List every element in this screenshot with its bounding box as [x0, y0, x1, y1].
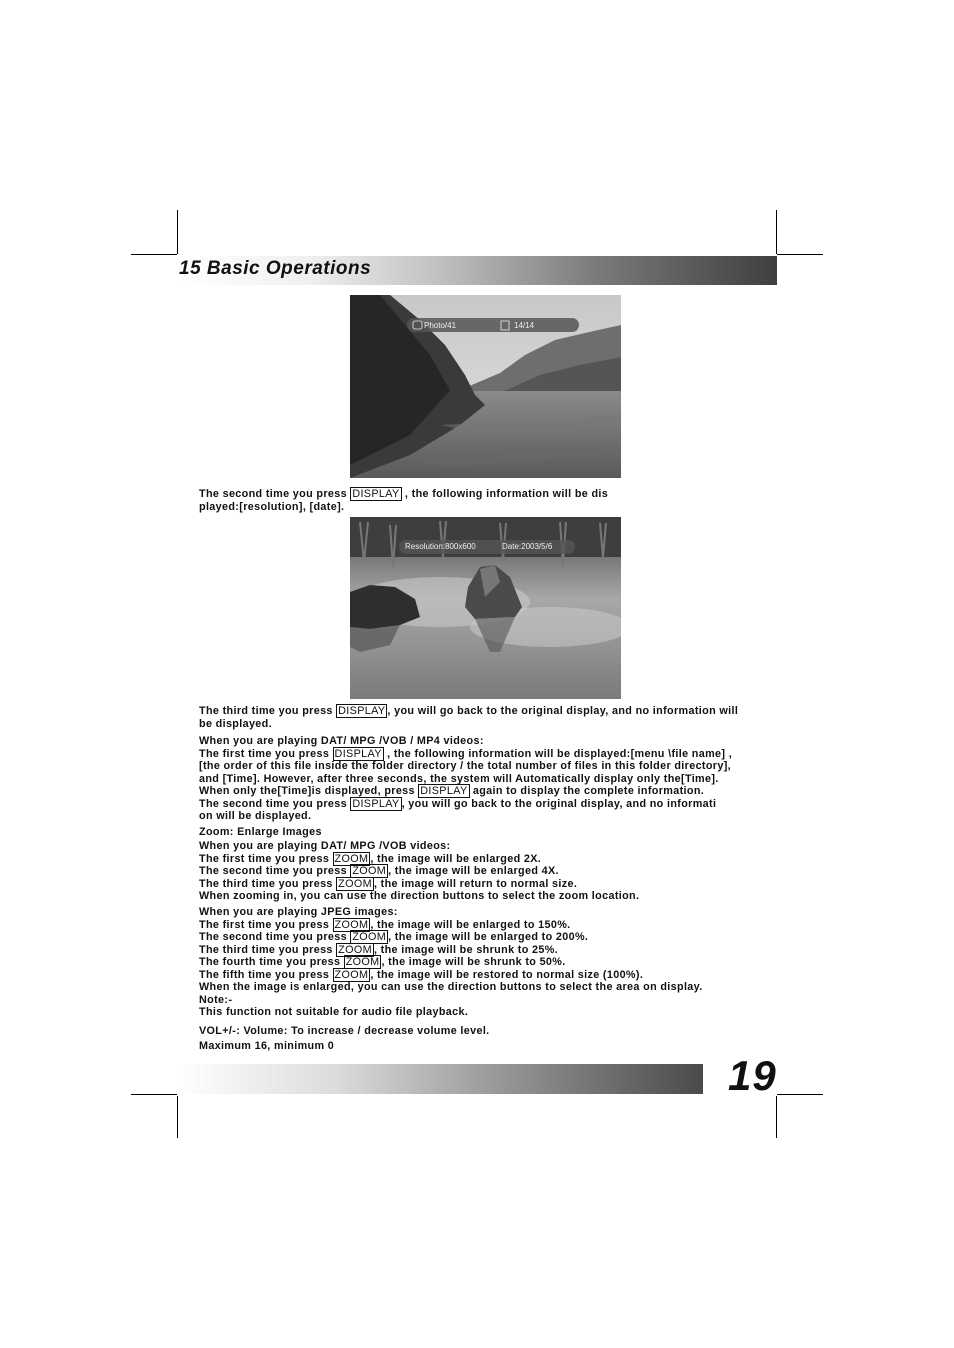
resolution-label: Resolution:800x600 — [405, 542, 476, 551]
zoom-key: ZOOM — [352, 865, 387, 877]
zoom-key: ZOOM — [352, 931, 387, 943]
display-key: DISPLAY — [352, 488, 400, 500]
crop-mark — [131, 1094, 177, 1095]
zoom-key: ZOOM — [334, 918, 369, 931]
zoom-key: ZOOM — [334, 968, 369, 981]
zoom-key: ZOOM — [334, 852, 369, 865]
date-label: Date:2003/5/6 — [502, 542, 553, 551]
section-title: 15 Basic Operations — [179, 258, 372, 279]
display-key: DISPLAY — [420, 785, 468, 797]
zoom-key: ZOOM — [345, 956, 380, 968]
zoom-key: ZOOM — [338, 877, 372, 890]
volume-section: VOL+/-: Volume: To increase / decrease volume level. Maximum 16, minimum 0 — [199, 1025, 490, 1052]
crop-mark — [777, 1094, 823, 1095]
section-header — [177, 256, 777, 285]
file-order-label: 14/14 — [514, 321, 535, 330]
crop-mark — [776, 210, 777, 254]
crop-mark — [177, 1096, 178, 1138]
zoom-key: ZOOM — [338, 943, 372, 956]
display-key: DISPLAY — [338, 705, 386, 717]
page-number: 19 — [728, 1052, 777, 1099]
display-key: DISPLAY — [334, 747, 382, 760]
crop-mark — [776, 1096, 777, 1138]
note-label: Note:- — [199, 993, 233, 1006]
zoom-jpeg-section: When you are playing JPEG images: The first time you press ZOOM , the image will be enlarged to 150%. The second time you press ZOOM , the image will be enlarged to 200%. The third time you press ZOOM , the image will be shrunk to 25%. The fourth time you press ZOOM , the image will be shrunk to 50%. The fifth time you press ZOOM , the image will be restored to normal size (100%). When the image is enlarged, you can use the direction buttons to select the area on display. Note:- This function not suitable for audio file playback. — [199, 906, 779, 1019]
river-valley-photo — [350, 295, 621, 478]
zoom-title: Zoom: Enlarge Images — [199, 826, 322, 838]
paragraph-display-second: The second time you press DISPLAY , the following information will be dis played:[resolution], [date]. — [199, 488, 609, 513]
crop-mark — [177, 210, 178, 254]
crop-mark — [131, 254, 177, 255]
photo-count-label: Photo/41 — [424, 321, 457, 330]
paragraph-display-third: The third time you press DISPLAY , you will go back to the original display, and no information will be displayed. — [199, 705, 739, 730]
lake-rocks-photo — [350, 517, 621, 699]
crop-mark — [777, 254, 823, 255]
video-display-section: When you are playing DAT/ MPG /VOB / MP4 videos: The first time you press DISPLAY , the following information will be displayed:[menu \file name] , [the order of this file inside the folder directory / the total number of files in this folder directory], and [Time]. However, after three seconds, the system will Automatically display only the[Time]. When only the[Time]is displayed, press DISPLAY again to display the complete information. The second time you press DISPLAY , you will go back to the original display, and no informati on will be displayed. — [199, 735, 733, 822]
zoom-video-section: Zoom: Enlarge Images When you are playing DAT/ MPG /VOB videos: The first time you press ZOOM , the image will be enlarged 2X. The second time you press ZOOM , the image will be enlarged 4X. The third time you press ZOOM , the image will return to normal size. When zooming in, you can use the direction buttons to select the zoom location. — [199, 826, 779, 903]
display-key: DISPLAY — [352, 797, 400, 810]
footer-bar — [177, 1064, 703, 1094]
